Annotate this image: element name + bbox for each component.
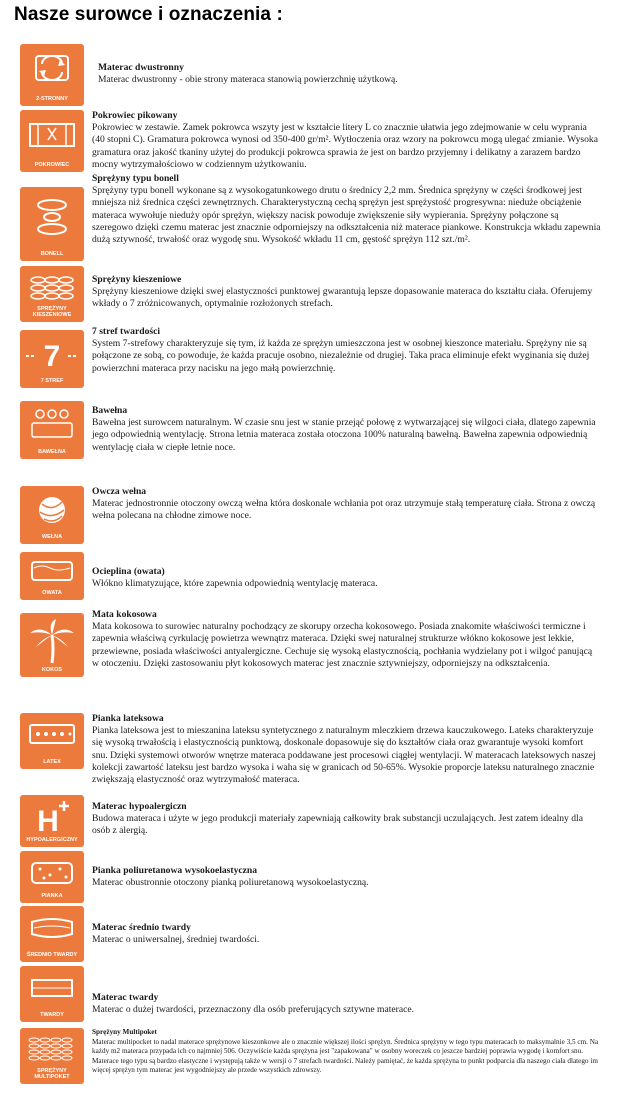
item-title: Pianka lateksowa xyxy=(92,713,164,724)
icon-label: 2-STRONNY xyxy=(36,96,68,102)
item-title: Owcza wełna xyxy=(92,486,147,497)
list-item xyxy=(0,966,617,1022)
list-item xyxy=(0,326,617,388)
list-item xyxy=(0,272,617,320)
item-body: Materac obustronnie otoczony pianką poliuretanową wysokoelastyczną. xyxy=(92,877,369,889)
item-body: Pokrowiec w zestawie. Zamek pokrowca wszyty jest w kształcie litery L co znacznie ułatwia jego zdejmowanie w celu wyprania (40 stopni C). Gramatura pokrowca wynosi od 350-400 gr/m². Wytłoczenia oraz wzory na pokrowcu mogą ulegać zmianie. Wysoka gramatura oraz jakość tkaniny użytej do produkcji pokrowca sprawia że jest on bardzo przyjemny i delikatny a zarazem bardzo mocny wytrzymałościowo w codziennym użytkowaniu. xyxy=(92,122,598,170)
icon-label: PIANKA xyxy=(41,893,63,899)
item-title: Materac średnio twardy xyxy=(92,922,191,933)
item-body: System 7-strefowy charakteryzuje się tym, iż każda ze sprężyn umieszczona jest w osobnej kieszonce materiału. Sprężyny nie są połączone ze sobą, co powoduje, że każda pracuje osobno, niezależnie od drugiej. Taka praca eliminuje efekt wyginania się dużej powierzchni materaca przy nacisku na jego małą powierzchnię. xyxy=(92,338,590,374)
list-item xyxy=(0,851,617,903)
icon-label: KOKOS xyxy=(41,667,63,673)
icon-tile xyxy=(20,906,84,962)
list-item xyxy=(0,906,617,962)
icon-tile xyxy=(20,330,84,388)
item-text xyxy=(92,609,601,670)
icon-tile xyxy=(20,187,84,261)
item-text xyxy=(92,173,601,246)
item-title: Materac dwustronny xyxy=(98,62,184,73)
list-item xyxy=(0,1028,617,1096)
item-text xyxy=(92,801,601,838)
item-title: Mata kokosowa xyxy=(92,609,157,620)
icon-tile xyxy=(20,966,84,1022)
icon-tile xyxy=(20,1028,84,1084)
item-text xyxy=(92,865,601,889)
item-text xyxy=(92,486,601,523)
item-title: Ocieplina (owata) xyxy=(92,566,165,577)
item-body: Materac multipocket to nadal materace sprężynowe kieszonkowe ale o znacznie większej ilości sprężyn. Średnica sprężyny w tego typu materacach to maksymalnie 3,5 cm. Na każdy m2 materaca przypada ich co najmniej 506. Oczywiście każda sprężyna jest "zapakowana" w osobny woreczek co jeszcze bardziej poprawia wygodę i komfort snu. Materace tego typu są bardzo elastyczne i występują także w wersji o 7 strefach twardości. Należy pamiętać, że każda sprężyna to punkt podparcia dla naszego ciała dlatego im więcej sprężyn tym materac jest wygodniejszy ale przede wszystkich zdrowszy. xyxy=(92,1037,599,1075)
list-item xyxy=(0,552,617,600)
icon-label: 7 STREF xyxy=(40,378,64,384)
icon-tile xyxy=(20,613,84,677)
icon-tile xyxy=(20,486,84,544)
item-body: Materac o uniwersalnej, średniej twardości. xyxy=(92,934,260,946)
item-text xyxy=(92,922,601,946)
icon-tile xyxy=(20,266,84,322)
item-body: Pianka lateksowa jest to mieszanina lateksu syntetycznego z naturalnym mleczkiem drzewa kauczukowego. Lateks charakteryzuje się wysoką trwałością i elastycznością punktową, doskonale dopasowuje się do kształtów ciała oraz gwarantuje wysoki komfort snu. Dzięki systemowi otworów wnętrze materaca poddawane jest procesowi ciągłej wentylacji. W materacach lateksowych naszej kolekcji zawartość lateksu jest bardzo wysoka i waha się w granicach od 50-65%. Wysokie proporcje lateksu naturalnego znacznie zwiększają elastyczność oraz wytrzymałość materaca. xyxy=(92,725,596,786)
item-text xyxy=(92,326,601,375)
icon-tile xyxy=(20,110,84,172)
list-item xyxy=(0,795,617,847)
icon-tile xyxy=(20,401,84,459)
icon-label: OWATA xyxy=(42,590,62,596)
icon-label: TWARDY xyxy=(40,1012,64,1018)
svg-text:7: 7 xyxy=(43,340,61,373)
item-title: 7 stref twardości xyxy=(92,326,161,337)
icon-label: WEŁNA xyxy=(41,534,63,540)
icon-label: SPRĘŻYNY MULTIPOKET xyxy=(34,1068,70,1080)
item-body: Sprężyny kieszeniowe dzięki swej elastyczności punktowej gwarantują lepsze dopasowanie materaca do kształtu ciała. Oferujemy wkłady o 7 zróżnicowanych, optymalnie rozłożonych strefach. xyxy=(92,286,593,310)
bonell-spring-icon xyxy=(20,187,84,261)
item-title: Sprężyny Multipoket xyxy=(92,1028,157,1036)
item-text xyxy=(92,405,601,454)
item-title: Sprężyny kieszeniowe xyxy=(92,274,182,285)
item-body: Mata kokosowa to surowiec naturalny pochodzący ze skorupy orzecha kokosowego. Posiada znakomite właściwości termiczne i zapewnia właściwą cyrkulację powietrza wewnątrz materaca. Dzięki swej naturalnej strukturze włókno kokosowe jest lekkie, przewiewne, posiada właściwości antyalergiczne. Cechuje się wysoką elastycznością, pochłania wydzielany pot i wilgoć panującą w otoczeniu. Dzięki zastosowaniu płyt kokosowych materac jest znacznie sztywniejszy, odporniejszy na odkształcenia. xyxy=(92,621,593,669)
item-body: Sprężyny typu bonell wykonane są z wysokogatunkowego drutu o średnicy 2,2 mm. Średnica sprężyny w części środkowej jest mniejsza niż średnica części zewnętrznych. Charakterystyczną cechą sprężyn jest sprężystość progresywna: nieduże obciążenie materaca wywołuje nieduży opór sprężyn, większy nacisk powoduje zwiększenie siły wypierania. Sprężyny połączone są szeregowo dzięki czemu materac jest znacznie odporniejszy na odkształcenia niż materace piankowe. Konstrukcja wkładu zapewnia dużą sztywność, trwałość oraz wygodę snu. Wysokość wkładu 11 cm, gęstość sprężyn 112 szt./m². xyxy=(92,185,601,246)
icon-label: ŚREDNIO TWARDY xyxy=(26,952,78,958)
icon-tile xyxy=(20,713,84,769)
item-text xyxy=(92,110,601,171)
item-body: Budowa materaca i użyte w jego produkcji materiały zapewniają całkowity brak substancji uczulających. Jest zatem idealny dla osób z alergią. xyxy=(92,813,583,837)
list-item xyxy=(0,713,617,795)
icon-label: POKROWIEC xyxy=(34,162,70,168)
list-item xyxy=(0,173,617,269)
icon-label: HYPOALERGICZNY xyxy=(26,837,78,843)
icon-label: LATEX xyxy=(43,759,61,765)
icon-tile xyxy=(20,44,84,106)
item-title: Sprężyny typu bonell xyxy=(92,173,179,184)
item-text xyxy=(92,566,601,590)
item-body: Włókno klimatyzujące, które zapewnia odpowiednią wentylację materaca. xyxy=(92,578,378,590)
list-item xyxy=(0,609,617,689)
item-title: Materac twardy xyxy=(92,992,159,1003)
icon-tile xyxy=(20,552,84,600)
item-title: Materac hypoalergiczn xyxy=(92,801,187,812)
page-title: Nasze surowce i oznaczenia : xyxy=(14,4,283,25)
icon-label: SPRĘŻYNY KIESZENIOWE xyxy=(32,306,72,318)
svg-text:H: H xyxy=(37,805,59,838)
item-text xyxy=(92,713,601,786)
item-text xyxy=(92,1028,601,1076)
list-item xyxy=(0,44,617,106)
icon-label: BONELL xyxy=(40,251,64,257)
list-item xyxy=(0,486,617,544)
list-item xyxy=(0,110,617,172)
icon-tile xyxy=(20,795,84,847)
item-text xyxy=(98,62,601,86)
item-body: Bawełna jest surowcem naturalnym. W czasie snu jest w stanie przejąć połowę z wytwarzającej się wilgoci ciała, dlatego zapewnia jego odpowiednią wentylację. Strona letnia materaca została otoczona 100% naturalną bawełną. Bawełna zapewnia odpowiednią wentylację ciała w ciepłe letnie noce. xyxy=(92,417,596,453)
item-body: Materac jednostronnie otoczony owczą wełna która doskonale wchłania pot oraz utrzymuje stałą temperaturę ciała. Strona z owczą wełna polecana na chłodne zimowe noce. xyxy=(92,498,596,522)
item-title: Pokrowiec pikowany xyxy=(92,110,178,121)
item-title: Bawełna xyxy=(92,405,128,416)
list-item xyxy=(0,401,617,461)
item-text xyxy=(92,992,601,1016)
item-title: Pianka poliuretanowa wysokoelastyczna xyxy=(92,865,258,876)
item-body: Materac o dużej twardości, przeznaczony dla osób preferujących sztywne materace. xyxy=(92,1004,415,1016)
item-body: Materac dwustronny - obie strony materaca stanowią powierzchnię użytkową. xyxy=(98,74,398,86)
item-text xyxy=(92,274,601,311)
icon-label: BAWEŁNA xyxy=(38,449,66,455)
icon-tile xyxy=(20,851,84,903)
